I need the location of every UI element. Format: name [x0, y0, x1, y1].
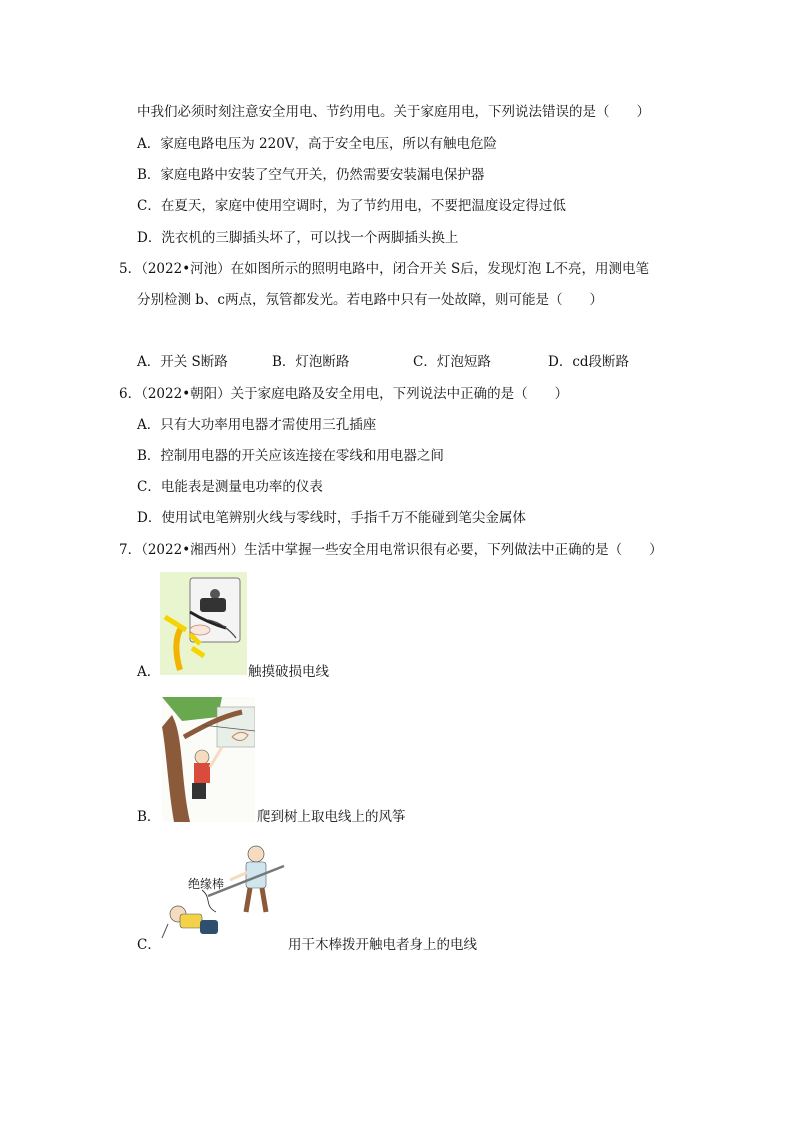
- q6-option-d: D．使用试电笔辨别火线与零线时，手指千万不能碰到笔尖金属体: [137, 510, 526, 526]
- q5-option-b: B．灯泡断路: [272, 354, 350, 370]
- q7-stem: 7．（2022•湘西州）生活中掌握一些安全用电常识很有必要，下列做法中正确的是（ ）: [119, 542, 663, 558]
- q4-option-b: B．家庭电路中安装了空气开关，仍然需要安装漏电保护器: [137, 167, 485, 183]
- q4-option-d: D．洗衣机的三脚插头坏了，可以找一个两脚插头换上: [137, 230, 459, 246]
- q5-stem-line2: 分别检测 b、c两点，氖管都发光。若电路中只有一处故障，则可能是（ ）: [137, 292, 603, 308]
- q4-option-a: A．家庭电路电压为 220V，高于安全电压，所以有触电危险: [137, 136, 498, 152]
- q5-option-d: D．cd段断路: [548, 354, 630, 370]
- q7-option-c-caption: 用干木棒拨开触电者身上的电线: [288, 937, 477, 953]
- q5-stem-line1: 5．（2022•河池）在如图所示的照明电路中，闭合开关 S后，发现灯泡 L不亮，用测电笔: [119, 261, 649, 277]
- tree-kite-illustration: [162, 697, 255, 822]
- q6-option-a: A．只有大功率用电器才需使用三孔插座: [137, 417, 377, 433]
- broken-wire-illustration: [160, 572, 247, 675]
- figure-label-insulating-rod: 绝缘棒: [188, 877, 225, 891]
- q5-option-a: A．开关 S断路: [137, 354, 228, 370]
- q7-option-c-letter: C．: [137, 937, 161, 953]
- q7-option-a-letter: A．: [137, 664, 161, 680]
- q6-option-b: B．控制用电器的开关应该连接在零线和用电器之间: [137, 448, 444, 464]
- q6-stem: 6．（2022•朝阳）关于家庭电路及安全用电，下列说法中正确的是（ ）: [119, 386, 569, 402]
- q4-option-c: C．在夏天，家庭中使用空调时，为了节约用电，不要把温度设定得过低: [137, 198, 566, 214]
- insulating-rod-illustration: [158, 840, 288, 948]
- q4-stem: 中我们必须时刻注意安全用电、节约用电。关于家庭用电，下列说法错误的是（ ）: [137, 104, 650, 120]
- q7-option-b-letter: B．: [137, 809, 161, 825]
- q5-option-c: C．灯泡短路: [413, 354, 491, 370]
- q7-option-a-caption: 触摸破损电线: [248, 664, 329, 680]
- q6-option-c: C．电能表是测量电功率的仪表: [137, 479, 323, 495]
- q7-option-b-caption: 爬到树上取电线上的风筝: [257, 809, 406, 825]
